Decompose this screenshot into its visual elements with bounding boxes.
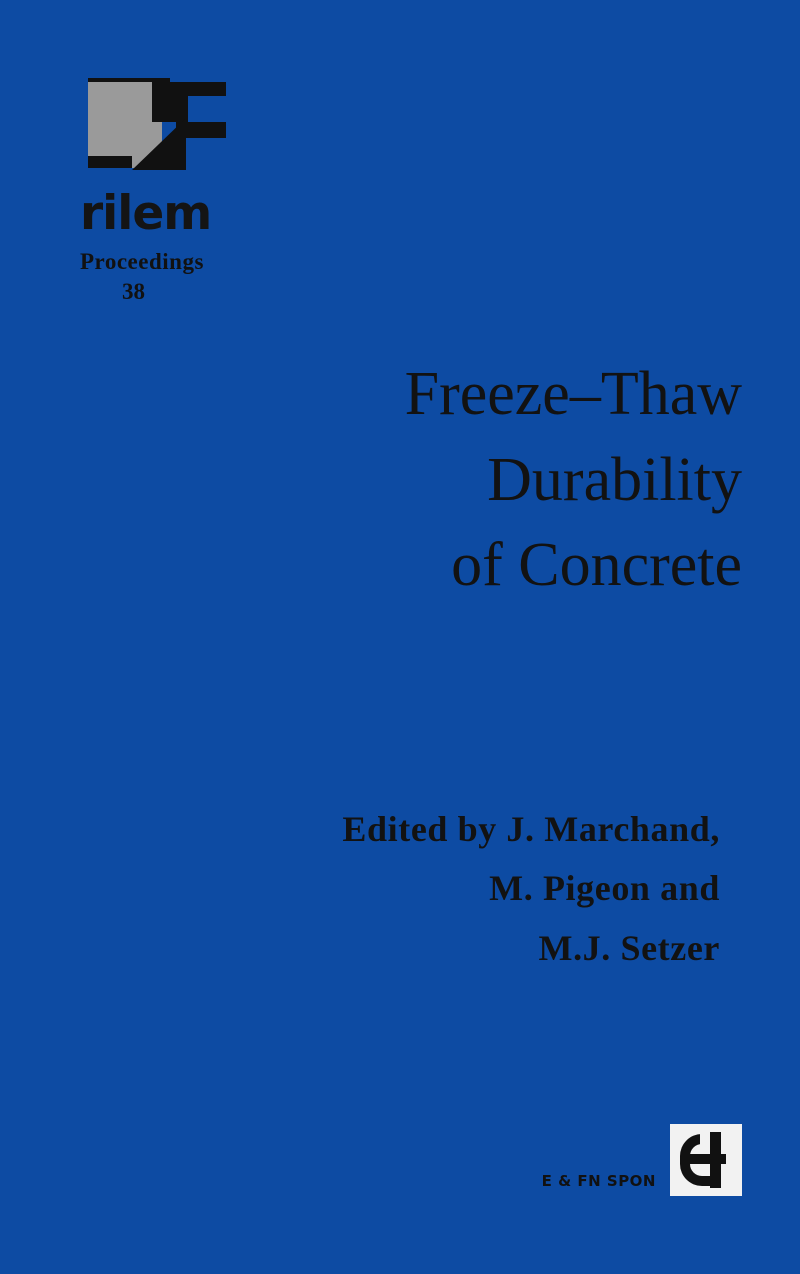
logo-shape-notch [88, 156, 132, 168]
editors-line-2: M. Pigeon and [489, 868, 720, 909]
rilem-logo-mark-icon [80, 60, 232, 190]
editors-credit [0, 800, 720, 978]
series-number: 38 [122, 278, 145, 304]
logo-shape-block-2 [188, 82, 226, 96]
title-line-1: Freeze–Thaw [404, 360, 742, 428]
editors-line-1: Edited by J. Marchand, [342, 809, 720, 849]
logo-shape-block-3 [176, 122, 226, 138]
title-line-3: of Concrete [451, 531, 742, 600]
publisher-block [542, 1124, 742, 1196]
logo-shape-block-1 [152, 82, 188, 122]
chapman-hall-logo-icon [670, 1124, 742, 1196]
logo-shape-h-cross [686, 1154, 726, 1164]
editors-line-3: M.J. Setzer [538, 927, 720, 968]
rilem-series-block [80, 60, 240, 305]
rilem-wordmark: rilem [80, 186, 212, 241]
page-title [0, 352, 742, 609]
series-label: Proceedings [80, 248, 204, 274]
title-line-2: Durability [487, 445, 742, 514]
publisher-name: E & FN SPON [541, 1172, 656, 1190]
